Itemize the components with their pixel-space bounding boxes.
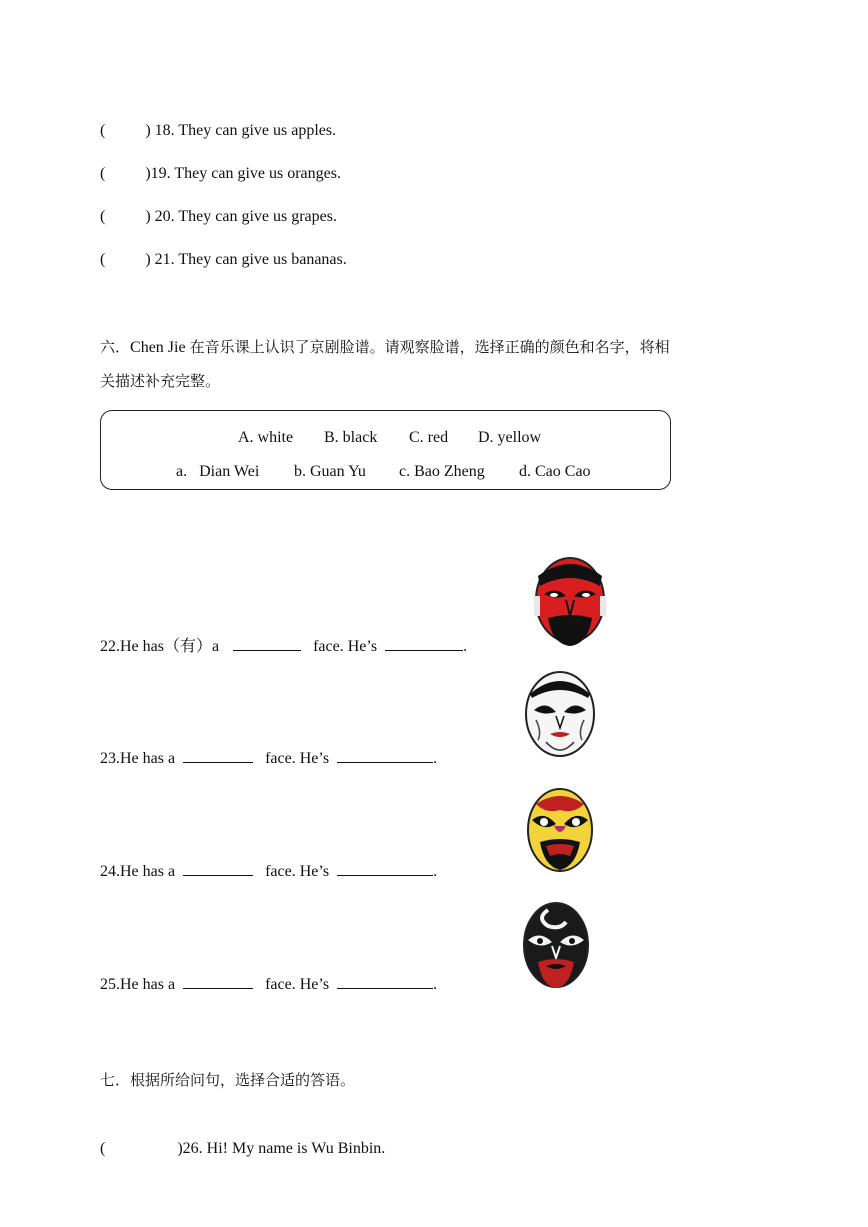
yellow-opera-mask-image (524, 786, 596, 874)
color-blank[interactable] (183, 974, 253, 989)
section-number: 六． (100, 338, 131, 356)
item-prefix: 22.He has（有）a (100, 638, 220, 655)
name-blank[interactable] (337, 748, 433, 763)
answer-paren-open: ( (100, 1140, 106, 1157)
name-option-cao-cao: d. Cao Cao (519, 463, 591, 480)
name-option-guan-yu: b. Guan Yu (294, 463, 366, 480)
item-mid: face. He’s (313, 638, 378, 655)
answer-paren-open: ( (100, 251, 106, 268)
item-end: . (433, 863, 438, 880)
answer-paren-open: ( (100, 165, 106, 182)
color-option-black: B. black (324, 429, 378, 446)
color-blank[interactable] (233, 636, 301, 651)
instruction-line-1: 在音乐课上认识了京剧脸谱。请观察脸谱，选择正确的颜色和名字，将相 (189, 338, 670, 356)
item-end: . (463, 638, 468, 655)
name-blank[interactable] (337, 861, 433, 876)
item-end: . (433, 750, 438, 767)
color-option-yellow: D. yellow (478, 429, 542, 446)
item-text: 18. They can give us apples. (154, 122, 337, 139)
black-opera-mask-image (520, 900, 592, 990)
item-26 (100, 1140, 385, 1158)
student-name: Chen Jie (130, 339, 186, 356)
item-text: 26. Hi! My name is Wu Binbin. (182, 1140, 386, 1157)
color-blank[interactable] (183, 748, 253, 763)
item-18 (100, 122, 336, 140)
item-text: 20. They can give us grapes. (154, 208, 337, 225)
name-option-dian-wei: a. Dian Wei (176, 463, 260, 480)
section-7-title: 七．根据所给问句，选择合适的答语。 (100, 1071, 356, 1089)
item-prefix: 24.He has a (100, 863, 176, 880)
item-21 (100, 251, 347, 269)
red-opera-mask-image (530, 556, 610, 648)
answer-paren-close: ) (145, 122, 151, 139)
item-25 (100, 974, 437, 994)
section-6-heading (100, 330, 670, 365)
color-blank[interactable] (183, 861, 253, 876)
name-blank[interactable] (337, 974, 433, 989)
answer-paren-close: ) (177, 1140, 183, 1157)
answer-paren-open: ( (100, 208, 106, 225)
white-opera-mask-image (522, 670, 598, 760)
item-23 (100, 748, 437, 768)
answer-paren-close: ) (145, 208, 151, 225)
item-20 (100, 208, 337, 226)
section-6-heading-cont (100, 364, 220, 399)
item-end: . (433, 976, 438, 993)
answer-paren-close: ) (145, 251, 151, 268)
item-22 (100, 633, 467, 656)
item-mid: face. He’s (265, 863, 330, 880)
item-24 (100, 861, 437, 881)
instruction-line-2: 关描述补充完整。 (100, 372, 221, 390)
name-blank[interactable] (385, 636, 463, 651)
name-option-bao-zheng: c. Bao Zheng (399, 463, 485, 480)
item-mid: face. He’s (265, 750, 330, 767)
item-prefix: 23.He has a (100, 750, 176, 767)
item-text: 19. They can give us oranges. (150, 165, 341, 182)
color-option-red: C. red (409, 429, 449, 446)
answer-paren-close: ) (145, 165, 151, 182)
item-prefix: 25.He has a (100, 976, 176, 993)
options-box (100, 410, 671, 490)
item-text: 21. They can give us bananas. (154, 251, 347, 268)
color-option-white: A. white (238, 429, 294, 446)
answer-paren-open: ( (100, 122, 106, 139)
section-7-heading (100, 1063, 355, 1098)
item-19 (100, 165, 341, 183)
item-mid: face. He’s (265, 976, 330, 993)
